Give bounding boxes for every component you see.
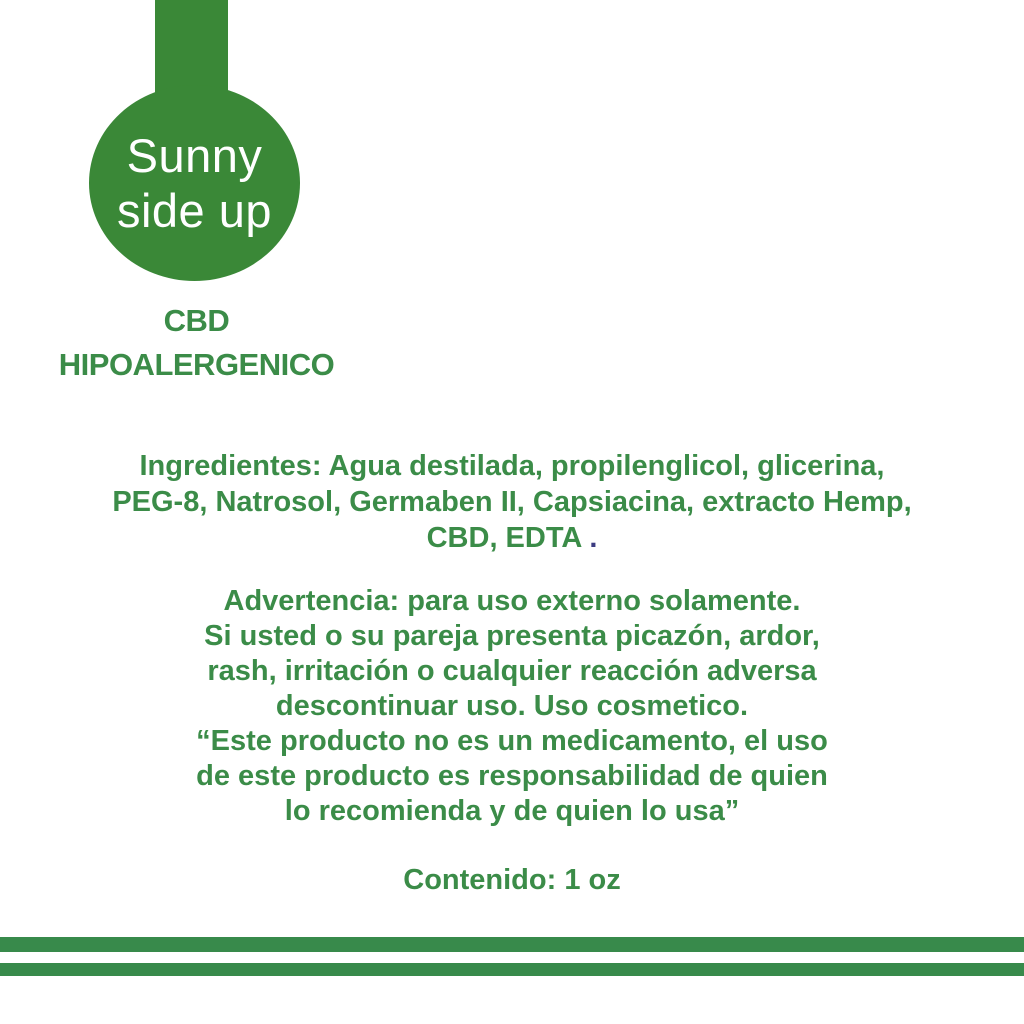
warning-line-5: “Este producto no es un medicamento, el uso [196,725,828,757]
ingredients-paragraph [0,448,1024,556]
ingredients-line-3 [0,520,1024,556]
logo-circle [89,85,300,281]
ingredients-line-1: Ingredientes: Agua destilada, propilenglicol, glicerina, [139,450,885,482]
warning-line-3: rash, irritación o cualquier reacción adversa [207,655,817,687]
warning-line-4: descontinuar uso. Uso cosmetico. [275,690,749,722]
ingredients-line-3-text: CBD, EDTA [426,522,590,554]
net-content-label: Contenido: 1 oz [403,864,621,896]
brand-name-line1: Sunny [126,129,263,182]
ingredients-line-2: PEG-8, Natrosol, Germaben II, Capsiacina, extracto Hemp, [112,486,912,518]
warning-line-7: lo recomienda y de quien lo usa” [284,795,740,827]
bottom-stripe-bottom [0,963,1024,976]
warning-paragraph [0,584,1024,829]
product-title-line1: CBD [163,303,230,338]
bottom-stripe-top [0,937,1024,952]
product-title-line2: HIPOALERGENICO [58,347,335,382]
warning-line-6: de este producto es responsabilidad de quien [196,760,828,792]
warning-line-2: Si usted o su pareja presenta picazón, ardor, [204,620,820,652]
product-title [0,299,393,387]
ingredients-final-period: . [589,522,598,554]
warning-line-1: Advertencia: para uso externo solamente. [223,585,801,617]
brand-name-line2: side up [116,184,273,237]
